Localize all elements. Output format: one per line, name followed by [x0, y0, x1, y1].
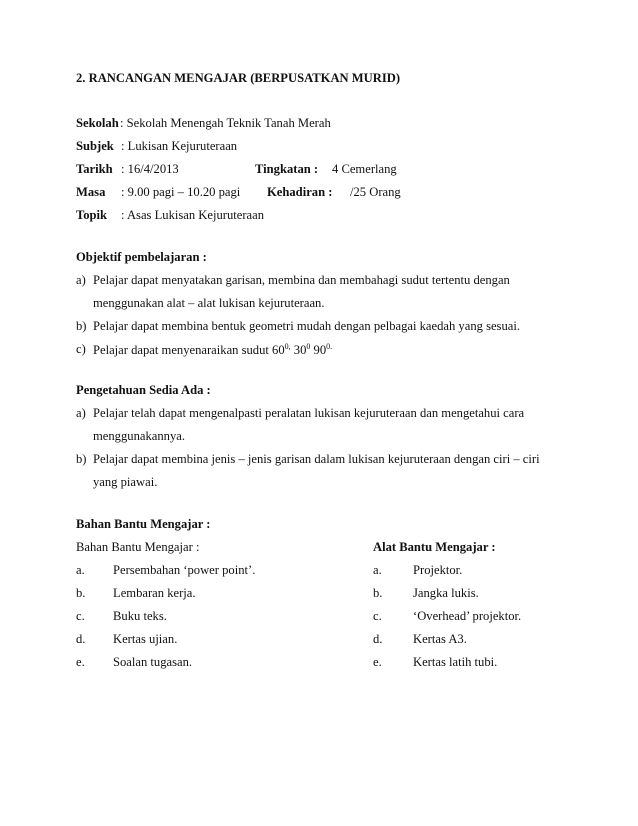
list-item-marker: c.	[76, 609, 85, 623]
kehadiran-value: /25 Orang	[350, 185, 401, 199]
objektif-c-marker: c)	[76, 342, 86, 356]
pengetahuan-a-marker: a)	[76, 406, 86, 420]
topik-label: Topik	[76, 208, 108, 222]
list-item: Lembaran kerja.	[113, 586, 196, 600]
pengetahuan-a-line1: Pelajar telah dapat mengenalpasti peralatan lukisan kejuruteraan dan mengetahui cara	[93, 406, 525, 420]
objektif-title: Objektif pembelajaran :	[76, 250, 207, 264]
objektif-c-mid: 30	[290, 343, 307, 358]
objektif-c-line	[93, 342, 332, 358]
list-item-marker: a.	[76, 563, 85, 577]
list-item-marker: d.	[76, 632, 86, 646]
objektif-c-end: 90	[310, 343, 327, 358]
bahan-title: Bahan Bantu Mengajar :	[76, 517, 211, 531]
subjek-value: : Lukisan Kejuruteraan	[121, 139, 238, 153]
list-item: ‘Overhead’ projektor.	[413, 609, 522, 623]
masa-value: : 9.00 pagi – 10.20 pagi	[121, 185, 241, 199]
objektif-c-text: Pelajar dapat menyenaraikan sudut 60	[93, 343, 285, 358]
list-item-marker: e.	[76, 655, 85, 669]
list-item: Jangka lukis.	[413, 586, 479, 600]
subjek-label: Subjek	[76, 139, 114, 153]
list-item: Persembahan ‘power point’.	[113, 563, 256, 577]
document-heading: 2. RANCANGAN MENGAJAR (BERPUSATKAN MURID)	[76, 71, 401, 85]
tingkatan-value: 4 Cemerlang	[332, 162, 397, 176]
list-item-marker: b.	[373, 586, 383, 600]
objektif-a-line2: menggunakan alat – alat lukisan kejuruteraan.	[93, 296, 325, 310]
degree-sup-1: 0,	[284, 342, 291, 351]
list-item: Buku teks.	[113, 609, 167, 623]
list-item: Kertas latih tubi.	[413, 655, 498, 669]
sekolah-label: Sekolah	[76, 116, 119, 130]
list-item-marker: b.	[76, 586, 86, 600]
sekolah-value: : Sekolah Menengah Teknik Tanah Merah	[120, 116, 331, 130]
list-item-marker: c.	[373, 609, 382, 623]
list-item-marker: a.	[373, 563, 382, 577]
list-item-marker: e.	[373, 655, 382, 669]
kehadiran-label: Kehadiran :	[267, 185, 333, 199]
degree-sup-3: 0.	[326, 342, 333, 351]
pengetahuan-a-line2: menggunakannya.	[93, 429, 185, 443]
bahan-right-header: Alat Bantu Mengajar :	[373, 540, 496, 554]
tarikh-value: : 16/4/2013	[121, 162, 179, 176]
tarikh-label: Tarikh	[76, 162, 113, 176]
bahan-left-header: Bahan Bantu Mengajar :	[76, 540, 200, 554]
list-item-marker: d.	[373, 632, 383, 646]
objektif-a-line1: Pelajar dapat menyatakan garisan, membina dan membahagi sudut tertentu dengan	[93, 273, 510, 287]
masa-label: Masa	[76, 185, 106, 199]
degree-sup-2: 0	[306, 342, 311, 351]
pengetahuan-b-line2: yang piawai.	[93, 475, 158, 489]
tingkatan-label: Tingkatan :	[255, 162, 319, 176]
list-item: Kertas A3.	[413, 632, 467, 646]
objektif-b-marker: b)	[76, 319, 87, 333]
pengetahuan-b-marker: b)	[76, 452, 87, 466]
objektif-a-marker: a)	[76, 273, 86, 287]
pengetahuan-b-line1: Pelajar dapat membina jenis – jenis garisan dalam lukisan kejuruteraan dengan ciri – ciri	[93, 452, 540, 466]
list-item: Soalan tugasan.	[113, 655, 193, 669]
objektif-b-line1: Pelajar dapat membina bentuk geometri mudah dengan pelbagai kaedah yang sesuai.	[93, 319, 520, 333]
topik-value: : Asas Lukisan Kejuruteraan	[121, 208, 265, 222]
pengetahuan-title: Pengetahuan Sedia Ada :	[76, 383, 211, 397]
list-item: Kertas ujian.	[113, 632, 178, 646]
list-item: Projektor.	[413, 563, 463, 577]
